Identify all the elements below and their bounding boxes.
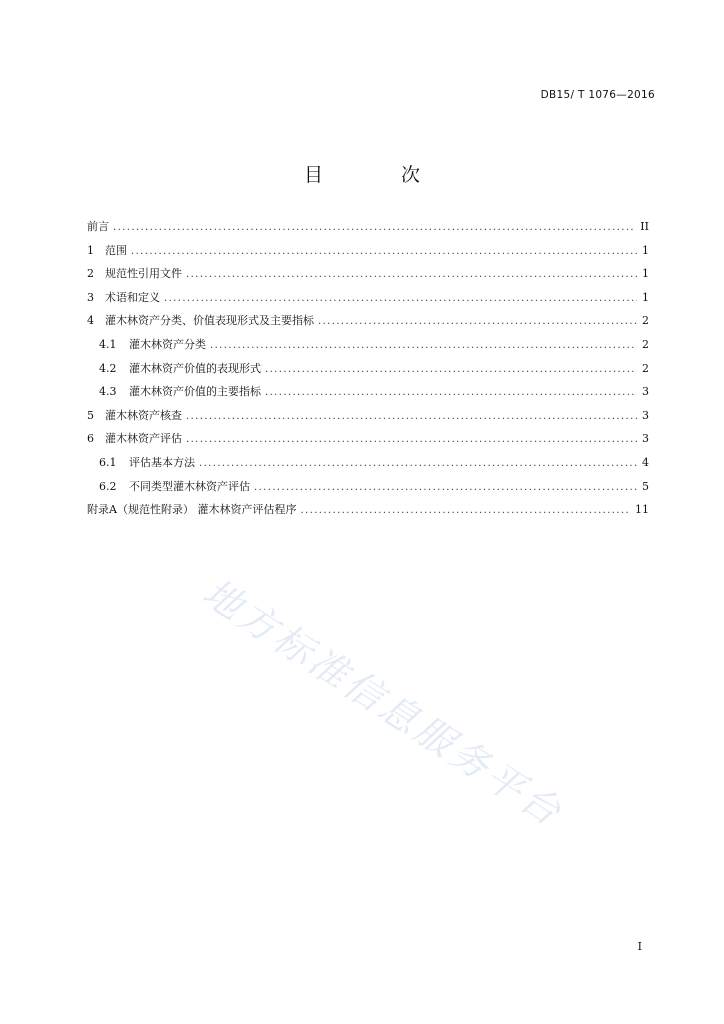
toc-entry-text: 术语和定义 [105, 290, 160, 304]
toc-entry-number: 1 [87, 243, 94, 257]
toc-entry-4[interactable] [87, 312, 649, 330]
toc-leader-dots [318, 313, 637, 330]
toc-leader-dots [113, 219, 636, 236]
toc-entry-text: 灌木林资产评估 [105, 432, 182, 446]
toc-entry-number: 4.1 [99, 337, 117, 351]
toc-entry-text: 评估基本方法 [129, 455, 195, 469]
toc-entry-text: 灌木林资产分类、价值表现形式及主要指标 [105, 314, 314, 328]
toc-entry-text: 不同类型灌木林资产评估 [129, 479, 250, 493]
toc-leader-dots [186, 266, 637, 283]
toc-entry-page: 2 [642, 314, 649, 328]
toc-entry-page: 1 [642, 267, 649, 281]
toc-entry-appendix-a[interactable] [87, 501, 649, 519]
toc-entry-text: 范围 [105, 243, 127, 257]
toc-entry-page: 3 [642, 432, 649, 446]
toc-entry-6-1[interactable] [87, 454, 649, 472]
watermark-text: 地方标准信息服务平台 [194, 570, 572, 836]
toc-entry-number: 6.1 [99, 455, 117, 469]
toc-entry-number: 6 [87, 432, 94, 446]
toc-leader-dots [265, 361, 637, 378]
toc-entry-text: 灌木林资产核查 [105, 408, 182, 422]
toc-entry-4-2[interactable] [87, 360, 649, 378]
toc-leader-dots [210, 337, 637, 354]
toc-entry-4-1[interactable] [87, 336, 649, 354]
toc-entry-page: 5 [642, 479, 649, 493]
toc-leader-dots [164, 290, 637, 307]
toc-entry-number: 3 [87, 290, 94, 304]
toc-entry-text: 前言 [87, 220, 109, 233]
toc-leader-dots [186, 408, 637, 425]
toc-title: 目 次 [303, 164, 457, 186]
toc-entry-page: 11 [635, 503, 649, 517]
toc-entry-1[interactable] [87, 242, 649, 260]
toc-entry-text: 灌木林资产分类 [129, 337, 206, 351]
toc-entry-text: 灌木林资产价值的主要指标 [129, 385, 261, 399]
toc-leader-dots [265, 384, 637, 401]
toc-entry-6[interactable] [87, 430, 649, 448]
toc-entry-page: 1 [642, 290, 649, 304]
toc-entry-number: 5 [87, 408, 94, 422]
toc-entry-page: 2 [642, 337, 649, 351]
table-of-contents [87, 218, 649, 525]
toc-entry-text: 附录A（规范性附录） 灌木林资产评估程序 [87, 503, 297, 517]
toc-entry-page: II [640, 220, 649, 233]
toc-entry-number: 4.2 [99, 361, 117, 375]
toc-leader-dots [131, 243, 637, 260]
toc-entry-6-2[interactable] [87, 478, 649, 496]
toc-entry-page: 4 [642, 455, 649, 469]
toc-leader-dots [300, 502, 631, 519]
page-number: I [637, 940, 642, 953]
toc-entry-page: 3 [642, 385, 649, 399]
toc-entry-5[interactable] [87, 407, 649, 425]
toc-entry-4-3[interactable] [87, 383, 649, 401]
toc-entry-number: 2 [87, 267, 94, 281]
document-code: DB15/ T 1076—2016 [540, 89, 655, 101]
toc-entry-number: 4 [87, 314, 94, 328]
toc-entry-page: 3 [642, 408, 649, 422]
toc-entry-3[interactable] [87, 289, 649, 307]
toc-entry-text: 灌木林资产价值的表现形式 [129, 361, 261, 375]
toc-entry-2[interactable] [87, 265, 649, 283]
toc-entry-number: 4.3 [99, 385, 117, 399]
toc-leader-dots [186, 431, 637, 448]
toc-entry-text: 规范性引用文件 [105, 267, 182, 281]
toc-entry-page: 2 [642, 361, 649, 375]
toc-leader-dots [254, 479, 637, 496]
toc-entry-foreword[interactable] [87, 218, 649, 236]
toc-entry-number: 6.2 [99, 479, 117, 493]
toc-entry-page: 1 [642, 243, 649, 257]
toc-leader-dots [199, 455, 637, 472]
